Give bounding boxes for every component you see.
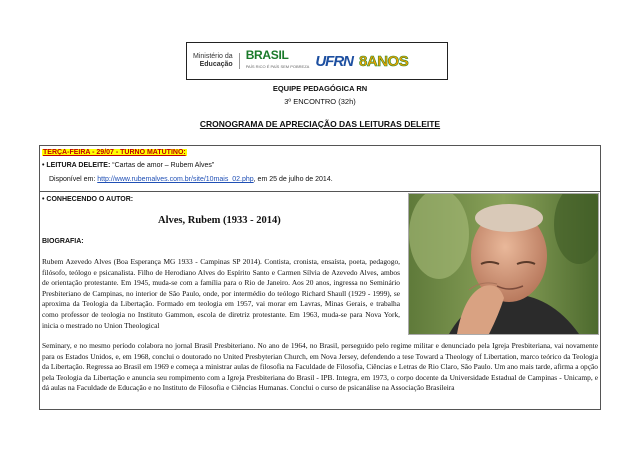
brasil-logo-text: BRASIL [245, 48, 289, 62]
brasil-tagline: PAÍS RICO É PAÍS SEM POBREZA [245, 64, 310, 69]
document-title: CRONOGRAMA DE APRECIAÇÃO DAS LEITURAS DELEITE [199, 119, 441, 129]
anos-logo: 8ANOS [359, 52, 409, 70]
source-suffix: , em 25 de julho de 2014. [253, 176, 333, 183]
ufrn-logo: UFRN [315, 52, 354, 70]
reading-line [42, 162, 214, 169]
author-section-label: • CONHECENDO O AUTOR: [42, 196, 134, 203]
reading-label: • LEITURA DELEITE: [42, 162, 111, 169]
meeting-heading: 3º ENCONTRO (32h) [284, 97, 356, 106]
source-line [49, 176, 333, 183]
ministerio-educacao-logo [193, 53, 240, 69]
reading-title: “Cartas de amor – Rubem Alves” [112, 162, 215, 169]
biography-label: BIOGRAFIA: [42, 238, 84, 245]
brasil-logo [246, 49, 310, 73]
ministerio-line-1: Ministério da [193, 53, 233, 60]
logo-banner [186, 42, 448, 80]
team-heading: EQUIPE PEDAGÓGICA RN [272, 84, 368, 93]
session-day-label: TERÇA-FEIRA - 29/07 - TURNO MATUTINO: [43, 149, 186, 156]
biography-text-part2: Seminary, e no mesmo período colabora no jornal Brasil Presbiteriano. No ano de 1964, no Brasil, perseguido pelo regime militar e denunciado pela Igreja Presbiteriana, vai novamente para os Estados Unidos, e, em 1968, conclui o doutorado no United Presbyterian Church, em Nova Jersey, defendendo a tese Toward a Theology of Libertation, marco teórico da Teologia da Libertação. Regressa ao Brasil em 1969 e começa a ministrar aulas de filosofia na Faculdade de Filosofia, Ciências e Letras de Rio Claro, São Paulo. Um ano mais tarde, afirma a opção pela Teologia da Libertação e anuncia seu rompimento com a Igreja Presbiteriana do Brasil - IPB. Integra, em 1973, o corpo docente da Universidade Estadual de Campinas - Unicamp, e dá aulas na Faculdade de Educação e no Instituto de Filosofia e Ciências Humanas. Conclui o curso de psicanálise na Associação Brasileira [42, 341, 598, 393]
source-link[interactable]: http://www.rubemalves.com.br/site/10mais_02.php [97, 176, 254, 183]
author-name: Alves, Rubem (1933 - 2014) [158, 215, 281, 226]
biography-text-part1: Rubem Azevedo Alves (Boa Esperança MG 1933 - Campinas SP 2014). Contista, cronista, ensaísta, poeta, pedagogo, filósofo, teólogo e psicanalista. Filho de Herodiano Alves do Espírito Santo e Carmen Sílvia de Azevedo Alves, ambos de orientação protestante. Em 1945, muda-se com a família para o Rio de Janeiro. Aos 20 anos, ingressa no Seminário Presbiteriano de Campinas, no interior de São Paulo, onde, por intermédio do teólogo Richard Shaull (1929 - 1999), se aproxima da Teologia da Libertação. Formado em teologia em 1957, vai morar em Lavras, Minas Gerais, e trabalha como professor de teologia no Instituto Gammon, escola de diretriz protestante. Em 1963, muda-se para Nova York, inicia o mestrado no Union Theological [42, 257, 400, 330]
author-photo [408, 193, 599, 335]
session-row [40, 146, 600, 192]
ministerio-line-2: Educação [199, 61, 233, 68]
schedule-table [39, 145, 601, 410]
source-prefix: Disponível em: [49, 176, 96, 183]
